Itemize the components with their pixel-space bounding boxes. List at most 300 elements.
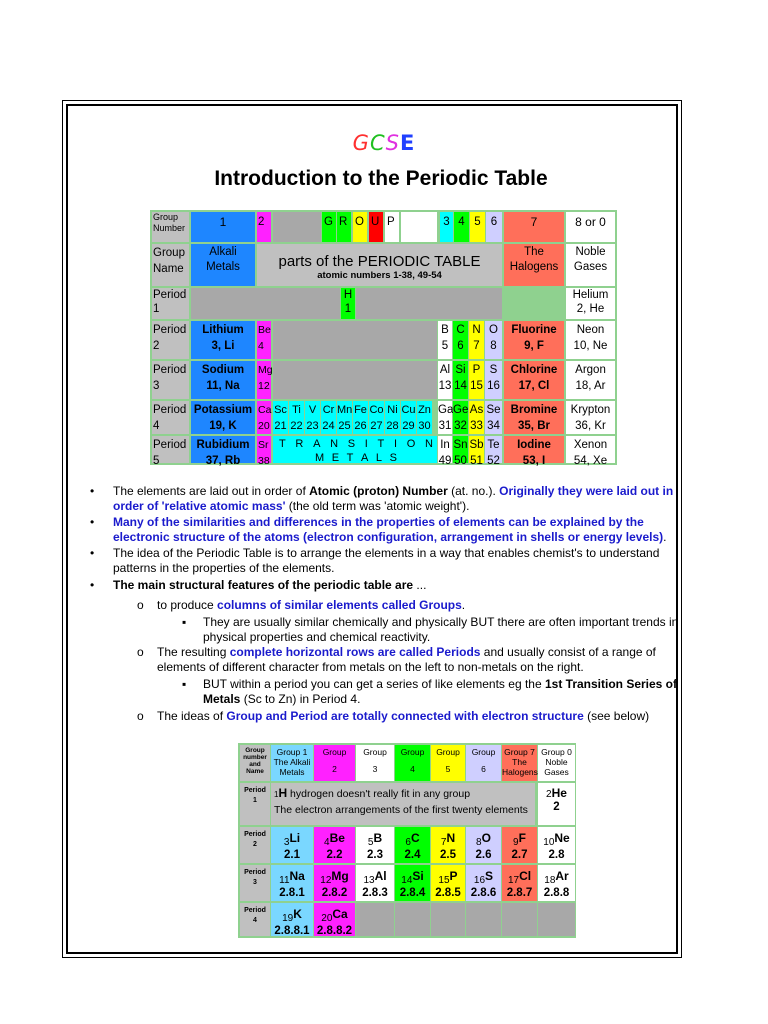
cell-text: 25 — [338, 420, 351, 432]
element-cell — [314, 903, 355, 936]
hydrogen-text: hydrogen doesn't really fit in any group — [287, 788, 471, 800]
text: They are usually similar chemically and physically BUT there are often important trends in — [203, 615, 679, 629]
text: . — [663, 530, 667, 544]
hydrogen-line — [271, 783, 535, 800]
column-header — [431, 745, 465, 781]
column-header — [395, 745, 430, 781]
table-cell — [273, 361, 437, 399]
table-cell — [191, 401, 255, 434]
cell-text: Mg — [258, 364, 273, 376]
cell-text: Cu — [401, 404, 416, 416]
table-cell — [152, 436, 189, 467]
cell-text: 16 — [487, 380, 500, 392]
table-cell — [485, 321, 502, 359]
electron-config: 2.8.6 — [470, 887, 497, 899]
cell-text: 4 — [458, 216, 465, 228]
text: The resulting — [157, 645, 230, 659]
element-cell — [271, 865, 313, 901]
cell-text: 28 — [386, 420, 399, 432]
cell-text: Xenon — [573, 439, 608, 451]
element-cell — [395, 827, 430, 863]
element-symbol — [538, 865, 575, 887]
table-cell — [438, 401, 452, 434]
element-symbol — [431, 827, 465, 849]
letter: N — [330, 438, 339, 450]
table-cell — [257, 212, 271, 242]
cell-text: 26 — [354, 420, 367, 432]
cell-text: Group — [322, 747, 347, 757]
letter: R — [295, 438, 304, 450]
atomic-number: 17 — [507, 875, 520, 886]
text: and usually consist of a range of — [480, 645, 656, 659]
table-cell — [566, 244, 615, 286]
table-cell — [504, 361, 564, 399]
letter: S — [389, 452, 397, 464]
letter: A — [360, 452, 369, 464]
element-symbol — [356, 827, 394, 849]
cell-text: P — [472, 364, 481, 376]
cell-text: 8 — [490, 340, 497, 352]
table-cell — [152, 401, 189, 434]
cell-text: 35, Br — [518, 420, 550, 432]
cell-text: The — [524, 246, 544, 258]
symbol: O — [481, 831, 491, 845]
cell-text: Helium — [572, 289, 609, 301]
cell-text: Zn — [418, 404, 431, 416]
cell-text: R — [339, 216, 348, 228]
table-cell — [469, 321, 484, 359]
cell-text: Se — [486, 404, 501, 416]
bullet-3 — [113, 546, 703, 576]
cell-text: 24 — [322, 420, 335, 432]
cell-text: 21 — [274, 420, 287, 432]
electron-config: 2.8 — [548, 849, 565, 861]
gcse-logo — [0, 131, 768, 155]
cell-text: 2, He — [576, 303, 605, 315]
atomic-number: 4 — [324, 837, 330, 848]
empty-cell — [395, 903, 430, 936]
table-cell — [566, 288, 615, 319]
element-cell — [502, 827, 537, 863]
cell-text: Group — [245, 747, 265, 754]
cell-text: O — [355, 216, 364, 228]
text: patterns in the properties of the elements. — [113, 561, 335, 575]
table-cell — [566, 321, 615, 359]
table-cell — [401, 212, 437, 242]
element-cell — [466, 827, 501, 863]
arrangement-note: The electron arrangements of the first twenty elements — [274, 804, 528, 816]
table-cell — [566, 212, 615, 242]
cell-text: Si — [455, 364, 466, 376]
element-symbol — [356, 865, 394, 887]
cell-text: Gases — [544, 767, 569, 777]
table-cell — [337, 212, 351, 242]
gcse-letter: C — [369, 131, 386, 155]
symbol: F — [518, 831, 526, 845]
cell-text: 30 — [418, 420, 431, 432]
text: Originally they were laid out in — [499, 484, 674, 498]
letter: N — [424, 438, 433, 450]
cell-text: 20 — [258, 420, 270, 432]
page-title: Introduction to the Periodic Table — [214, 167, 548, 190]
empty-cell — [431, 903, 465, 936]
electron-config: 2.8.5 — [435, 887, 461, 899]
cell-text: Noble — [575, 246, 606, 258]
electron-config: 2.8.3 — [362, 887, 388, 899]
cell-text: Period — [153, 404, 187, 416]
cell-text: As — [469, 404, 484, 416]
cell-text: 36, Kr — [575, 420, 606, 432]
cell-text: 7 — [473, 340, 480, 352]
column-header — [271, 745, 313, 781]
cell-text: Be — [258, 324, 271, 336]
cell-text: 22 — [290, 420, 303, 432]
row-header — [240, 827, 270, 863]
electron-config: 2.8.8.2 — [316, 925, 353, 937]
cell-text: 29 — [402, 420, 415, 432]
cell-text: Period — [244, 869, 266, 876]
electron-config: 2.8.1 — [279, 887, 305, 899]
column-header — [356, 745, 394, 781]
symbol: S — [485, 869, 494, 883]
element-symbol — [314, 865, 355, 887]
periodic-table — [150, 210, 617, 465]
letter: I — [393, 438, 397, 450]
cell-text: Sodium — [201, 364, 245, 376]
atomic-number: 3 — [283, 837, 290, 848]
letter: S — [347, 438, 356, 450]
table-cell — [369, 212, 383, 242]
element-symbol — [314, 827, 355, 849]
cell-text: U — [371, 216, 380, 228]
table-cell — [486, 212, 502, 242]
electron-config: 2.3 — [367, 849, 383, 861]
element-cell — [271, 827, 313, 863]
cell-text: 3 — [253, 879, 257, 886]
symbol: Mg — [331, 869, 349, 883]
cell-text: Halogens — [502, 767, 538, 777]
element-symbol — [466, 827, 501, 849]
gcse-letter: S — [385, 131, 400, 155]
cell-text: N — [472, 324, 481, 336]
letter: M — [315, 452, 325, 464]
element-cell — [431, 865, 465, 901]
text: (the old term was 'atomic weight'). — [285, 499, 470, 513]
text: Group and Period are totally connected with electron structure — [226, 709, 584, 723]
atomic-number: 15 — [438, 875, 450, 886]
element-cell — [538, 827, 575, 863]
cell-text: 13 — [438, 380, 452, 392]
text: The ideas of — [157, 709, 227, 723]
text: ... — [413, 578, 427, 592]
atomic-number: 5 — [367, 837, 374, 848]
table-cell — [257, 244, 502, 286]
empty-cell — [466, 903, 501, 936]
table-cell — [191, 321, 255, 359]
element-cell — [502, 865, 537, 901]
cell-text: 3 — [153, 380, 160, 392]
table-cell — [504, 212, 564, 242]
atomic-number: 9 — [513, 837, 519, 848]
cell-text: 50 — [454, 455, 467, 467]
symbol: Na — [289, 869, 305, 883]
table-cell — [566, 361, 615, 399]
cell-text: Ca — [258, 404, 272, 416]
cell-text: 6 — [457, 340, 464, 352]
bullet-dot: • — [90, 484, 95, 498]
cell-text: Cr — [322, 404, 335, 416]
cell-text: 5 — [445, 764, 451, 774]
empty-cell — [356, 903, 394, 936]
cell-text: 1 — [253, 797, 257, 804]
cell-text: Period — [153, 364, 187, 376]
letter: E — [331, 452, 340, 464]
cell-text: 2 — [253, 841, 257, 848]
text: (see below) — [583, 709, 650, 723]
atomic-numbers-note: atomic numbers 1-38, 49-54 — [317, 270, 442, 281]
cell-text: In — [440, 439, 450, 451]
symbol: Ne — [554, 831, 570, 845]
empty-cell — [538, 903, 575, 936]
electron-config: 2.4 — [404, 849, 421, 861]
cell-text: Chlorine — [510, 364, 558, 376]
bullet-4 — [113, 578, 703, 593]
text: (Sc to Zn) in Period 4. — [240, 692, 361, 706]
symbol: Li — [289, 831, 301, 845]
text: The main structural features of the periodic table are — [113, 578, 414, 592]
table-cell — [356, 288, 502, 319]
cell-text: Noble — [545, 757, 568, 767]
table-cell — [504, 244, 564, 286]
table-cell — [152, 321, 189, 359]
atomic-number: 13 — [363, 875, 375, 886]
hydrogen-symbol: H — [278, 786, 288, 800]
cell-text: 8 or 0 — [575, 215, 606, 229]
cell-text: Neon — [576, 324, 605, 336]
bullet-o: o — [137, 709, 144, 723]
symbol: Be — [329, 831, 345, 845]
table-cell — [257, 401, 271, 434]
cell-text: 15 — [470, 380, 483, 392]
cell-text: 34 — [487, 420, 500, 432]
text: Atomic (proton) Number — [309, 484, 448, 498]
cell-text: Period — [244, 831, 266, 838]
cell-text: Group 0 — [541, 747, 572, 757]
hydrogen-number: 1 — [274, 790, 279, 799]
element-cell — [538, 783, 575, 825]
cell-text: Ge — [453, 404, 469, 416]
cell-text: Fluorine — [511, 324, 557, 336]
text: physical properties and chemical reactivity. — [203, 630, 431, 644]
cell-text: 6 — [490, 216, 498, 228]
cell-text: 52 — [487, 455, 500, 467]
letter: L — [375, 452, 383, 464]
text: Many of the similarities and differences in the properties of elements can be explained by the — [113, 515, 644, 529]
cell-text: Ga — [438, 404, 454, 416]
atomic-number: 20 — [321, 913, 333, 924]
sub-sub-bullet-1 — [203, 615, 703, 645]
cell-text: 3 — [372, 764, 378, 774]
cell-text: 4 — [253, 917, 257, 924]
cell-text: 5 — [441, 340, 449, 352]
table-cell — [341, 288, 355, 319]
cell-text: Potassium — [193, 404, 253, 416]
cell-text: Metals — [279, 767, 305, 777]
gcse-letter: G — [352, 131, 370, 155]
table-cell — [273, 212, 321, 242]
cell-text: 17, Cl — [518, 380, 550, 392]
cell-text: B — [441, 324, 449, 336]
cell-text: 32 — [454, 420, 467, 432]
cell-text: 1 — [219, 215, 227, 229]
cell-text: 4 — [153, 420, 160, 432]
table-cell — [438, 361, 452, 399]
text: Metals — [203, 692, 241, 706]
table-cell — [485, 361, 502, 399]
cell-text: Period — [153, 289, 187, 301]
cell-text: 27 — [370, 420, 383, 432]
cell-text: The Alkali — [273, 757, 311, 767]
row-header — [240, 903, 270, 936]
electron-config: 2.6 — [475, 849, 492, 861]
bullet-dot: • — [90, 546, 95, 560]
cell-text: 10, Ne — [573, 340, 608, 352]
atomic-number: 18 — [544, 875, 556, 886]
element-symbol — [502, 865, 537, 887]
cell-text: Rubidium — [196, 439, 250, 451]
table-cell — [401, 401, 416, 434]
table-cell — [440, 212, 453, 242]
bullet-1 — [113, 484, 703, 514]
element-symbol — [466, 865, 501, 887]
letter: I — [364, 438, 368, 450]
cell-text: number — [243, 754, 267, 761]
table-cell — [257, 321, 271, 359]
cell-text: 14 — [454, 380, 467, 392]
table-cell — [289, 401, 304, 434]
cell-text: 31 — [438, 420, 452, 432]
cell-text: Al — [439, 364, 451, 376]
cell-text: 11, Na — [206, 380, 240, 392]
cell-text: 12 — [258, 380, 270, 392]
cell-text: 3, Li — [211, 340, 235, 352]
cell-text: Group — [153, 247, 185, 259]
cell-text: Period — [244, 787, 266, 794]
text: order of 'relative atomic mass' — [113, 499, 286, 513]
sub-bullet-1: to produce columns of similar elements called Groups. — [157, 598, 466, 612]
cell-text: 4 — [258, 340, 264, 352]
cell-text: 37, Rb — [205, 455, 241, 467]
table-cell — [385, 212, 399, 242]
column-header — [502, 745, 537, 781]
table-cell — [566, 401, 615, 434]
cell-text: S — [489, 364, 498, 376]
text: 1st Transition Series of — [544, 677, 678, 691]
cell-text: Period — [244, 907, 266, 914]
cell-text: Fe — [354, 404, 367, 416]
symbol: Ar — [555, 869, 569, 883]
sub-sub-bullet-2 — [203, 677, 703, 707]
text: The idea of the Periodic Table is to arrange the elements in a way that enables chemist's to understand — [113, 546, 660, 560]
cell-text: Sb — [469, 439, 484, 451]
cell-text: 54, Xe — [573, 455, 608, 467]
table-cell — [337, 401, 352, 434]
text: complete horizontal rows are called Periods — [229, 645, 481, 659]
column-header — [240, 745, 270, 781]
table-cell — [453, 401, 468, 434]
cell-text: Group 7 — [504, 747, 535, 757]
symbol: Ca — [332, 907, 348, 921]
bullet-square: ▪ — [182, 677, 187, 691]
element-cell — [314, 865, 355, 901]
table-cell — [322, 212, 336, 242]
element-symbol — [395, 827, 430, 849]
table-cell — [305, 401, 320, 434]
cell-text: P — [387, 216, 395, 228]
cell-text: 23 — [306, 420, 319, 432]
text: elements of different character from metals on the left to non-metals on the right. — [157, 660, 584, 674]
table-cell — [257, 436, 271, 467]
element-symbol — [538, 783, 575, 801]
bullet-2 — [113, 515, 703, 545]
cell-text: Krypton — [570, 404, 611, 416]
electron-config: 2.1 — [284, 849, 300, 861]
text: to produce — [157, 598, 218, 612]
element-symbol — [538, 827, 575, 849]
table-cell — [469, 436, 484, 467]
empty-cell — [502, 903, 537, 936]
hydrogen-note — [271, 783, 535, 825]
table-cell — [152, 244, 189, 286]
cell-text: Iodine — [517, 439, 551, 451]
table-cell — [321, 401, 336, 434]
table-cell — [504, 401, 564, 434]
cell-text: 33 — [470, 420, 483, 432]
element-symbol — [271, 903, 313, 925]
cell-text: Lithium — [202, 324, 244, 336]
column-header — [314, 745, 355, 781]
cell-text: Number — [153, 223, 186, 233]
cell-text: 4 — [410, 764, 415, 774]
text: BUT within a period you can get a series of like elements eg the — [203, 677, 545, 691]
text: The elements are laid out in order of — [113, 484, 310, 498]
table-cell — [191, 288, 340, 319]
cell-text: 2 — [153, 340, 160, 352]
bullet-o: o — [137, 645, 144, 659]
element-cell — [466, 865, 501, 901]
element-symbol — [314, 903, 355, 925]
text: (at. no.). — [447, 484, 500, 498]
cell-text: Group 1 — [276, 747, 308, 757]
cell-text: G — [324, 216, 333, 228]
cell-text: 19, K — [209, 420, 237, 432]
atomic-number: 12 — [320, 875, 332, 886]
letter: A — [313, 438, 321, 450]
cell-text: Group — [436, 747, 460, 757]
table-cell — [438, 436, 452, 467]
table-cell — [385, 401, 400, 434]
sub-bullet-2 — [157, 645, 697, 675]
electron-config: 2.8.4 — [399, 887, 426, 899]
metals-label — [273, 451, 437, 465]
symbol: K — [293, 907, 302, 921]
cell-text: Gases — [573, 261, 608, 273]
electron-config: 2 — [553, 801, 560, 813]
cell-text: 2 — [332, 764, 337, 774]
cell-text: C — [456, 324, 465, 336]
transition-label — [273, 436, 437, 451]
electron-config: 2.8.8.1 — [274, 925, 310, 937]
